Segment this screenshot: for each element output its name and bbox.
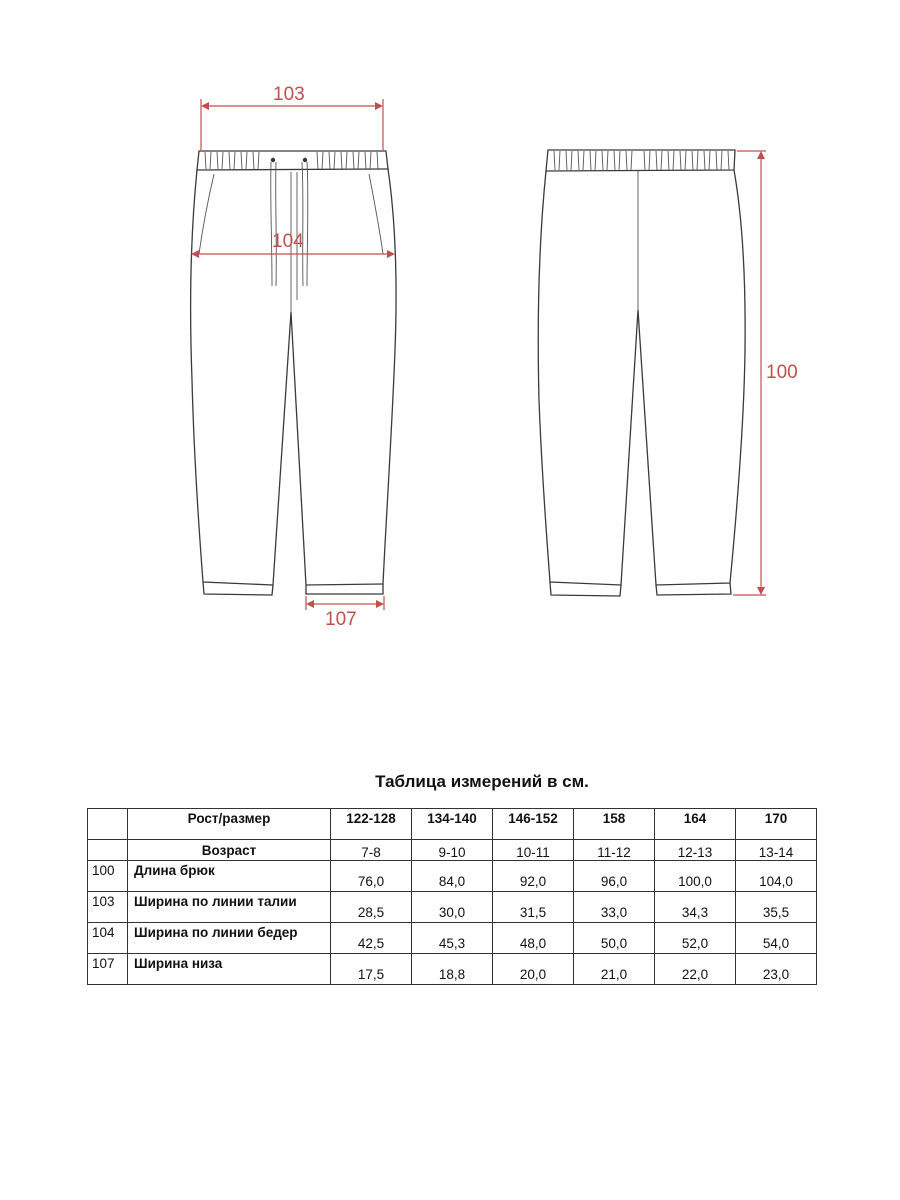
size-cell: 164 [655, 809, 736, 840]
front-right-pocket [369, 174, 383, 254]
size-cell: 134-140 [412, 809, 493, 840]
value-cell: 20,0 [493, 954, 574, 985]
row-name: Длина брюк [128, 861, 331, 892]
age-cell: 10-11 [493, 840, 574, 861]
value-cell: 22,0 [655, 954, 736, 985]
dim-100-length [733, 151, 766, 595]
value-cell: 54,0 [736, 923, 817, 954]
dim-107-hem [306, 596, 384, 610]
dim-103-waist [201, 99, 383, 151]
size-table [87, 808, 817, 985]
value-cell: 21,0 [574, 954, 655, 985]
value-cell: 45,3 [412, 923, 493, 954]
size-cell: 122-128 [331, 809, 412, 840]
age-label: Возраст [128, 840, 331, 861]
front-view-pants [191, 151, 396, 595]
row-name: Ширина по линии талии [128, 892, 331, 923]
value-cell: 23,0 [736, 954, 817, 985]
value-cell: 42,5 [331, 923, 412, 954]
drawstring-eyelet-right [303, 158, 307, 162]
label-100: 100 [766, 362, 798, 383]
age-cell: 11-12 [574, 840, 655, 861]
value-cell: 17,5 [331, 954, 412, 985]
drawstring-right [302, 162, 308, 286]
back-waistband-gathers [554, 151, 729, 170]
table-row [88, 861, 817, 892]
table-age-row [88, 840, 817, 861]
back-leg-outline [538, 170, 745, 585]
table-row [88, 923, 817, 954]
label-104: 104 [272, 231, 304, 252]
row-code: 104 [88, 923, 128, 954]
header-code-cell [88, 809, 128, 840]
size-cell: 146-152 [493, 809, 574, 840]
value-cell: 104,0 [736, 861, 817, 892]
value-cell: 76,0 [331, 861, 412, 892]
header-size-label: Рост/размер [128, 809, 331, 840]
value-cell: 30,0 [412, 892, 493, 923]
age-cell: 7-8 [331, 840, 412, 861]
size-cell: 158 [574, 809, 655, 840]
label-107: 107 [325, 609, 357, 630]
value-cell: 100,0 [655, 861, 736, 892]
front-waistband-gathers [205, 152, 378, 169]
front-left-pocket [199, 174, 214, 254]
back-view-pants [538, 150, 745, 596]
drawstring-eyelet-left [271, 158, 275, 162]
value-cell: 96,0 [574, 861, 655, 892]
value-cell: 48,0 [493, 923, 574, 954]
row-name: Ширина по линии бедер [128, 923, 331, 954]
size-cell: 170 [736, 809, 817, 840]
age-cell: 9-10 [412, 840, 493, 861]
back-waistband [546, 150, 735, 171]
drawstring-left [271, 162, 277, 286]
value-cell: 84,0 [412, 861, 493, 892]
age-code-cell [88, 840, 128, 861]
row-name: Ширина низа [128, 954, 331, 985]
age-cell: 13-14 [736, 840, 817, 861]
row-code: 107 [88, 954, 128, 985]
table-row [88, 954, 817, 985]
row-code: 103 [88, 892, 128, 923]
table-row [88, 892, 817, 923]
age-cell: 12-13 [655, 840, 736, 861]
front-waistband [197, 151, 388, 170]
value-cell: 50,0 [574, 923, 655, 954]
value-cell: 34,3 [655, 892, 736, 923]
value-cell: 31,5 [493, 892, 574, 923]
table-header-row [88, 809, 817, 840]
table-title: Таблица измерений в см. [375, 772, 589, 791]
value-cell: 92,0 [493, 861, 574, 892]
row-code: 100 [88, 861, 128, 892]
label-103: 103 [273, 84, 305, 105]
value-cell: 28,5 [331, 892, 412, 923]
value-cell: 52,0 [655, 923, 736, 954]
value-cell: 33,0 [574, 892, 655, 923]
value-cell: 18,8 [412, 954, 493, 985]
value-cell: 35,5 [736, 892, 817, 923]
